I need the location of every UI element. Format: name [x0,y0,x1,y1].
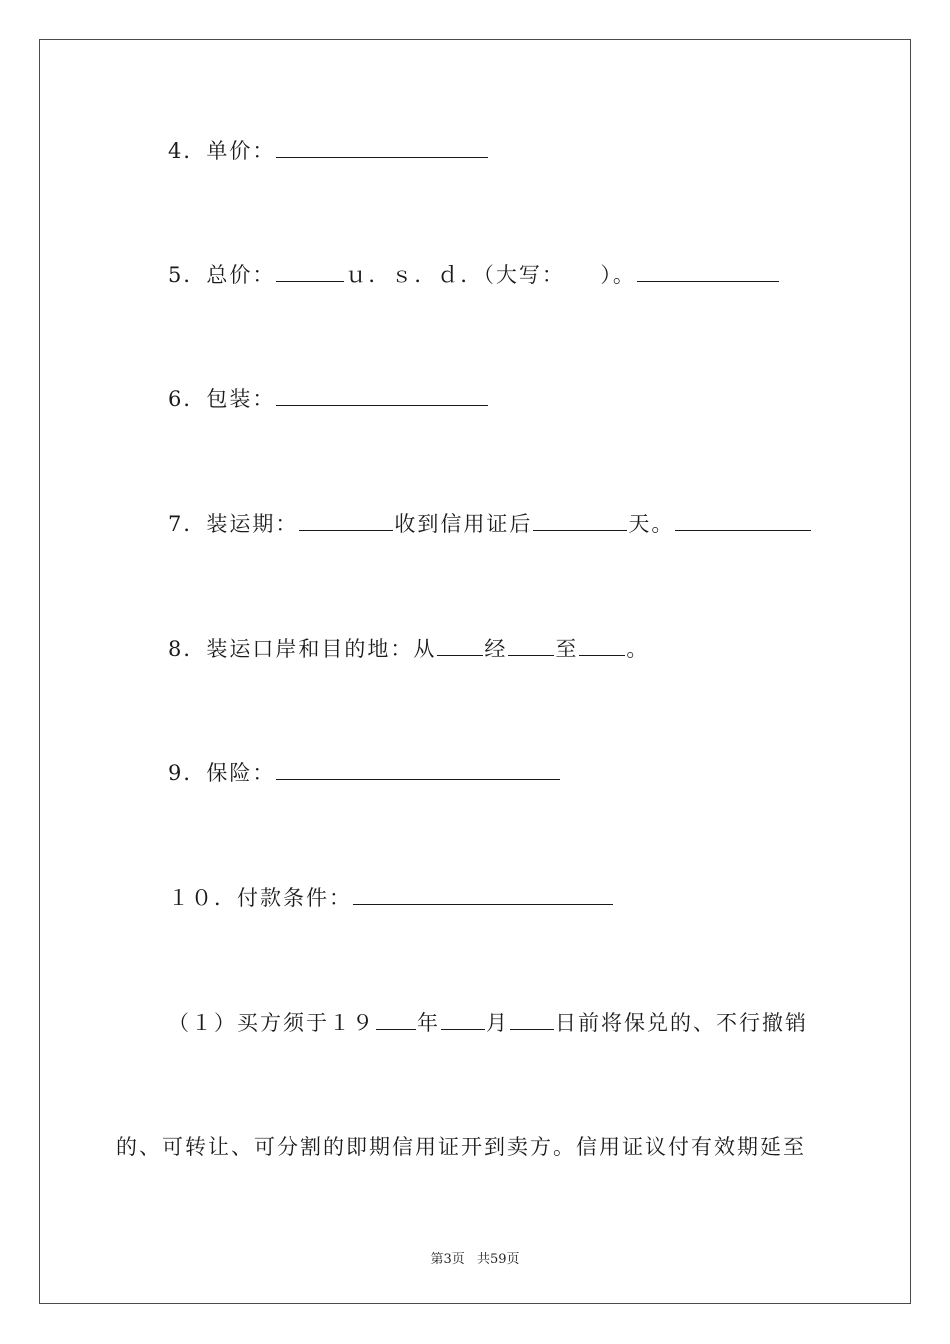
item-text: 。 [626,637,650,661]
clause-text: 年 [417,1011,440,1035]
item-payment-terms [168,883,614,913]
item-insurance [168,758,561,788]
page-number: 第3页 [430,1252,465,1267]
clause-text: 的、可转让、可分割的即期信用证开到卖方。信用证议付有效期延至 [116,1135,806,1159]
item-text: 至 [555,637,579,661]
fill-blank[interactable] [376,1009,416,1030]
fill-blank[interactable] [533,510,627,531]
fill-blank[interactable] [276,261,344,282]
item-unit-price [168,136,489,166]
fill-blank[interactable] [299,510,393,531]
fill-blank[interactable] [441,1009,485,1030]
item-text: 经 [484,637,508,661]
fill-blank[interactable] [675,510,811,531]
item-text: 收到信用证后 [394,512,533,536]
clause-text: 日前将保兑的、不行撤销 [555,1011,808,1035]
payment-clause-line-1 [168,1008,808,1038]
item-label: 9．保险： [168,761,276,785]
clause-text: （１）买方须于１９ [168,1011,375,1035]
fill-blank[interactable] [276,137,488,158]
item-text: 天。 [628,512,675,536]
item-label: 4．单价： [168,139,276,163]
item-shipment-period [168,509,812,539]
fill-blank[interactable] [353,884,613,905]
item-label: 5．总价： [168,263,276,287]
item-text: ｕ．ｓ．ｄ．（大写： ）。 [345,263,636,287]
fill-blank[interactable] [637,261,779,282]
fill-blank[interactable] [579,635,625,656]
page-border [39,39,911,1304]
item-total-price [168,260,780,290]
page-total: 共59页 [476,1252,520,1267]
fill-blank[interactable] [510,1009,554,1030]
item-label: 7．装运期： [168,512,299,536]
payment-clause-line-2 [116,1132,806,1162]
fill-blank[interactable] [276,385,488,406]
page-footer [0,1248,950,1267]
item-label: １０．付款条件： [168,886,352,910]
item-label: 8．装运口岸和目的地：从 [168,637,437,661]
item-ports [168,634,649,664]
item-packing [168,384,489,414]
fill-blank[interactable] [276,759,560,780]
item-label: 6．包装： [168,387,276,411]
clause-text: 月 [486,1011,509,1035]
fill-blank[interactable] [437,635,483,656]
fill-blank[interactable] [508,635,554,656]
